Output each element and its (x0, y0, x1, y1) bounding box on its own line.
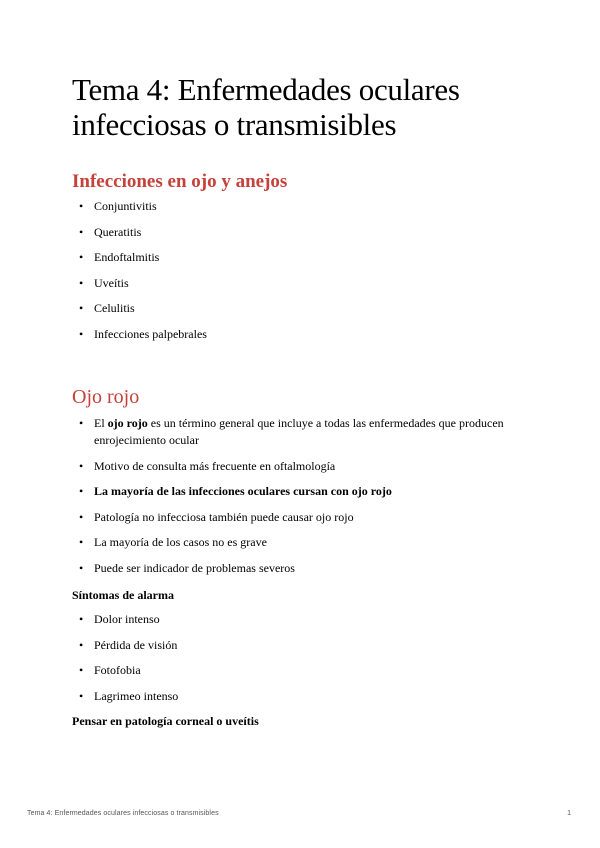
section-heading-ojo-rojo: Ojo rojo (72, 386, 140, 408)
page-title: Tema 4: Enfermedades oculares infecciosas o transmisibles (72, 72, 460, 142)
list-item: • Endoftalmitis (94, 249, 534, 266)
sintomas-list (94, 611, 534, 713)
list-item: • Fotofobia (94, 662, 534, 679)
list-item: • Infecciones palpebrales (94, 326, 534, 343)
infecciones-list (94, 198, 534, 351)
list-item: • Celulitis (94, 300, 534, 317)
list-item: • Lagrimeo intenso (94, 688, 534, 705)
list-item (94, 483, 534, 500)
list-item: • Patología no infecciosa también puede causar ojo rojo (94, 509, 534, 526)
sintomas-heading: Síntomas de alarma (72, 588, 174, 602)
list-item: • Conjuntivitis (94, 198, 534, 215)
list-item: • Pérdida de visión (94, 637, 534, 654)
list-item: • La mayoría de los casos no es grave (94, 534, 534, 551)
list-item: • Queratitis (94, 224, 534, 241)
footer-text: Tema 4: Enfermedades oculares infecciosas o transmisibles (27, 810, 219, 817)
ojo-rojo-definition-text: es un término general que incluye a todas las enfermedades que producen enrojecimiento ocular (94, 416, 504, 447)
section-heading-infecciones: Infecciones en ojo y anejos (72, 171, 288, 192)
ojo-rojo-intro-text: El (94, 416, 108, 430)
list-item: • Dolor intenso (94, 611, 534, 628)
sintomas-note: Pensar en patología corneal o uveítis (72, 714, 259, 728)
list-item: • Puede ser indicador de problemas severos (94, 560, 534, 577)
list-item: • Uveítis (94, 275, 534, 292)
page-number: 1 (567, 810, 571, 817)
list-item-bold-text: La mayoría de las infecciones oculares cursan con ojo rojo (94, 484, 392, 498)
ojo-rojo-list (94, 415, 534, 585)
list-item: • Motivo de consulta más frecuente en oftalmología (94, 458, 534, 475)
list-item (94, 415, 534, 449)
ojo-rojo-term: ojo rojo (107, 416, 148, 430)
